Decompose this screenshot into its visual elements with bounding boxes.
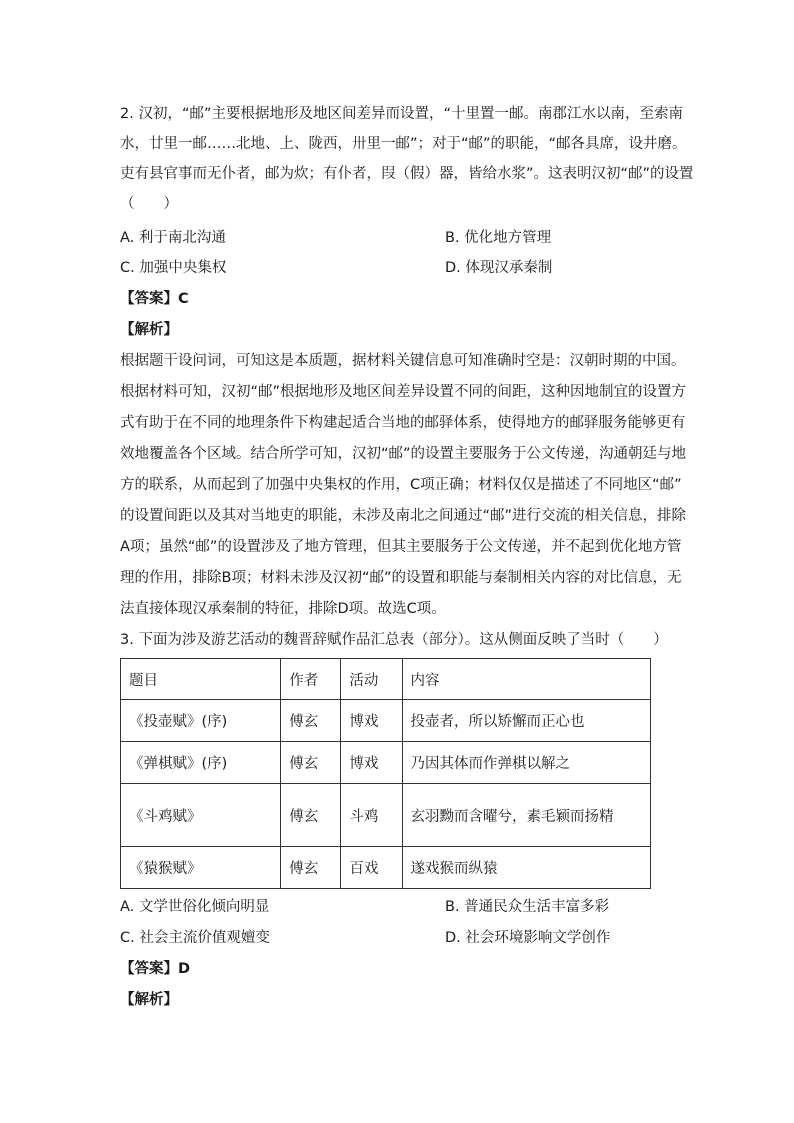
table-header-cell: 题目: [121, 659, 281, 700]
q2-option-d: D. 体现汉承秦制: [445, 260, 553, 276]
q3-stem: 3. 下面为涉及游艺活动的魏晋辞赋作品汇总表（部分）。这从侧面反映了当时（ ）: [120, 632, 668, 648]
q3-option-d: D. 社会环境影响文学创作: [445, 930, 611, 946]
q2-answer: 【答案】C: [120, 291, 189, 307]
table-header-row: [121, 659, 651, 700]
table-cell: 《猿猴赋》: [121, 847, 281, 889]
table-cell: 遂戏猴而纵猿: [402, 847, 650, 889]
q2-analysis-line-8: 理的作用，排除B项；材料未涉及汉初“邮”的设置和职能与秦制相关内容的对比信息，无: [120, 570, 682, 586]
q2-stem-line-2: 水，廿里一邮……北地、上、陇西，卅里一邮”；对于“邮”的职能，“邮各具席，设井磨。: [120, 136, 687, 152]
works-table: [120, 658, 651, 889]
table-cell: 傅玄: [281, 742, 341, 784]
table-cell: 乃因其体而作弹棋以解之: [402, 742, 650, 784]
table-cell: 《斗鸡赋》: [121, 784, 281, 847]
q2-stem-line-1: 2. 汉初，“邮”主要根据地形及地区间差异而设置，“十里置一邮。南郡江水以南，至索南: [120, 106, 683, 122]
table-cell: 投壶者，所以矫懈而正心也: [402, 700, 650, 742]
table-row: [121, 700, 651, 742]
table-cell: 傅玄: [281, 784, 341, 847]
q2-analysis-line-4: 效地覆盖各个区域。结合所学可知，汉初“邮”的设置主要服务于公文传递，沟通朝廷与地: [120, 446, 687, 462]
q2-analysis-line-7: A项；虽然“邮”的设置涉及了地方管理，但其主要服务于公文传递，并不起到优化地方管: [120, 539, 682, 555]
table-header-cell: 活动: [341, 659, 402, 700]
q2-analysis-line-2: 根据材料可知，汉初“邮”根据地形及地区间差异设置不同的间距，这种因地制宜的设置方: [120, 384, 687, 400]
q2-analysis-line-6: 的设置间距以及其对当地吏的职能，未涉及南北之间通过“邮”进行交流的相关信息，排除: [120, 508, 687, 524]
q2-option-c: C. 加强中央集权: [120, 260, 227, 276]
q2-analysis-line-1: 根据题干设问词，可知这是本质题，据材料关键信息可知准确时空是：汉朝时期的中国。: [120, 353, 686, 369]
q3-option-a: A. 文学世俗化倾向明显: [120, 899, 270, 915]
q2-analysis-line-3: 式有助于在不同的地理条件下构建起适合当地的邮驿体系，使得地方的邮驿服务能够更有: [120, 415, 686, 431]
table-row: [121, 742, 651, 784]
table-cell: 百戏: [341, 847, 402, 889]
table-cell: 傅玄: [281, 700, 341, 742]
q2-option-b: B. 优化地方管理: [445, 230, 552, 246]
table-cell: 《投壶赋》(序): [121, 700, 281, 742]
table-cell: 《弹棋赋》(序): [121, 742, 281, 784]
table-cell: 傅玄: [281, 847, 341, 889]
q3-option-c: C. 社会主流价值观嬗变: [120, 930, 270, 946]
table-row: [121, 784, 651, 847]
q3-answer: 【答案】D: [120, 961, 191, 977]
table-header-cell: 内容: [402, 659, 650, 700]
table-row: [121, 847, 651, 889]
q2-analysis-line-9: 法直接体现汉承秦制的特征，排除D项。故选C项。: [120, 601, 446, 617]
q2-stem-line-3: 吏有县官事而无仆者，邮为炊；有仆者，叚（假）器，皆给水浆”。这表明汉初“邮”的设置: [120, 166, 694, 182]
table-cell: 博戏: [341, 700, 402, 742]
table-cell: 斗鸡: [341, 784, 402, 847]
q2-analysis-line-5: 方的联系，从而起到了加强中央集权的作用，C项正确；材料仅仅是描述了不同地区“邮”: [120, 477, 682, 493]
q2-option-a: A. 利于南北沟通: [120, 230, 226, 246]
table-cell: 博戏: [341, 742, 402, 784]
q2-analysis-label: 【解析】: [120, 322, 178, 338]
q3-option-b: B. 普通民众生活丰富多彩: [445, 899, 610, 915]
table-header-cell: 作者: [281, 659, 341, 700]
q3-analysis-label: 【解析】: [120, 992, 178, 1008]
table-cell: 玄羽黝而含曜兮，素毛颖而扬精: [402, 784, 650, 847]
q2-stem-line-4: （ ）: [120, 196, 178, 212]
